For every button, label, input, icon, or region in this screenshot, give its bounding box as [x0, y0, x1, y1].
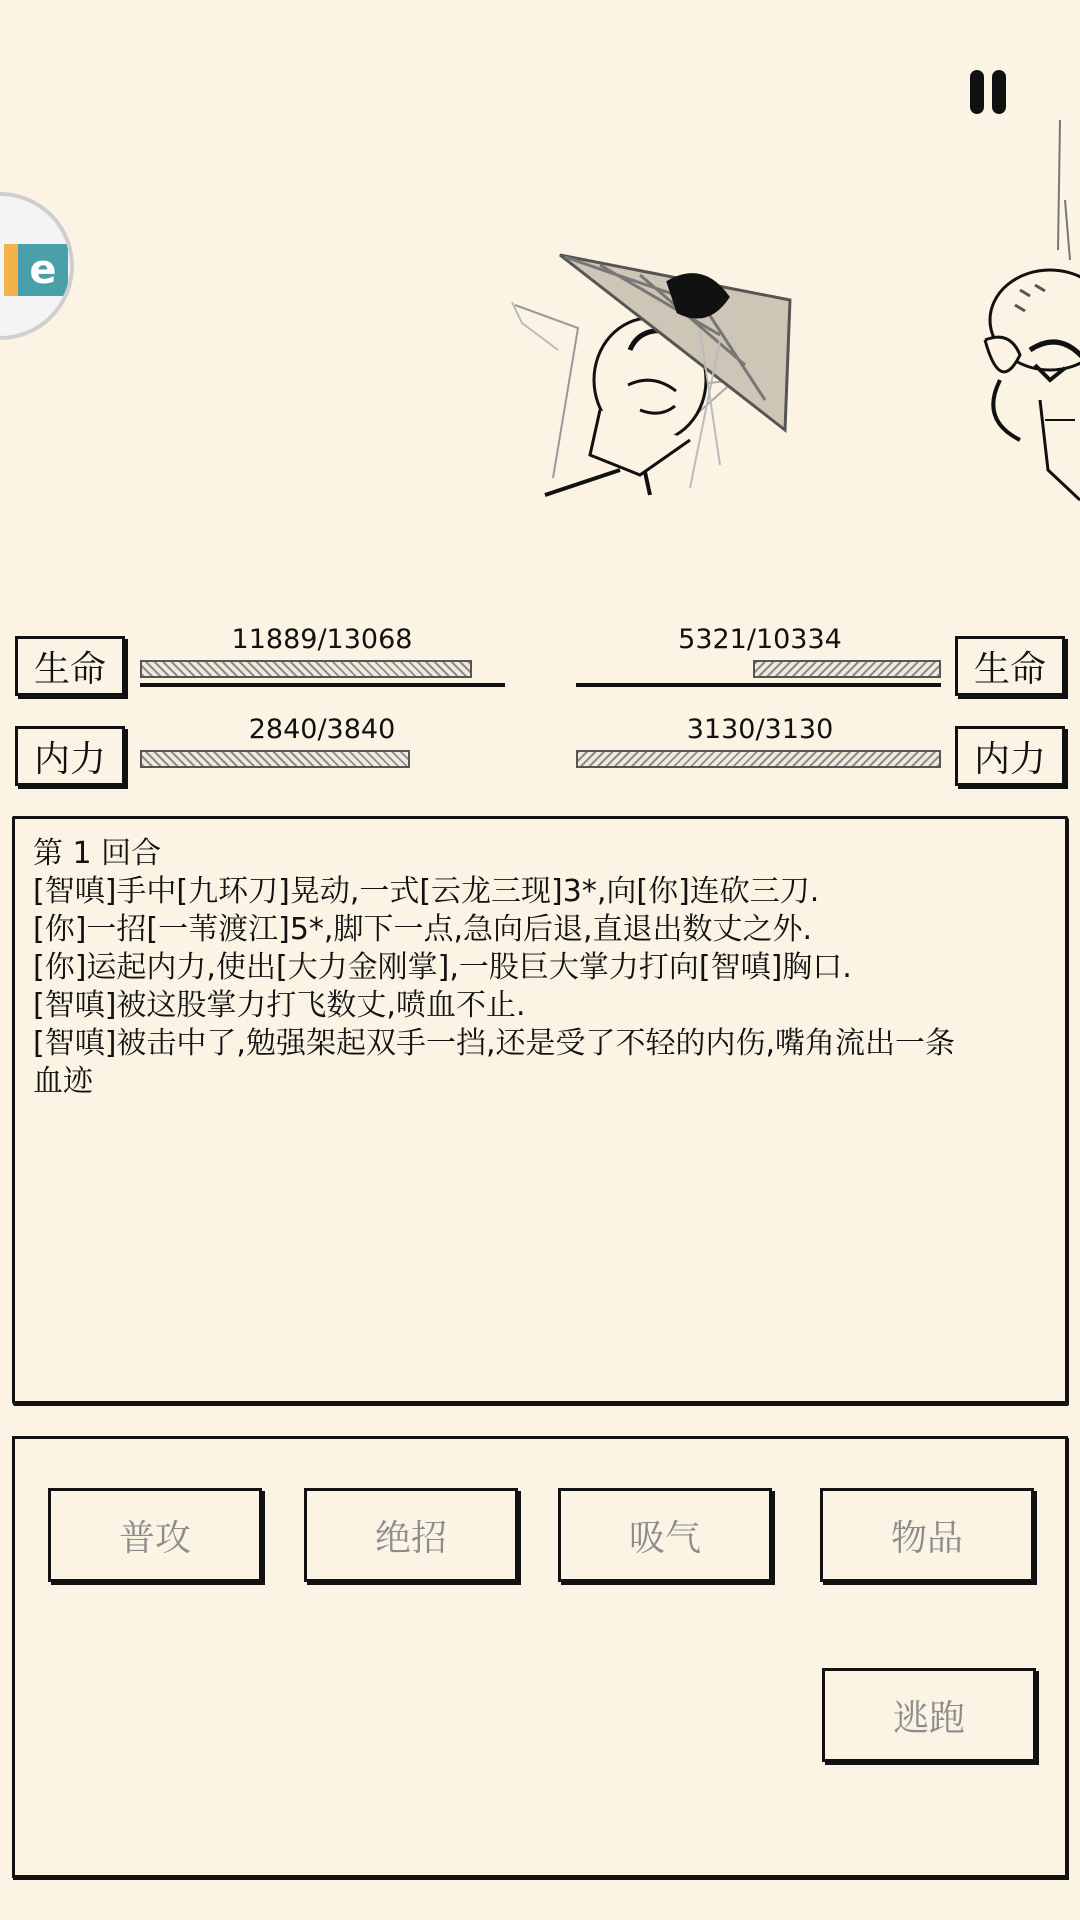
log-line: 第 1 回合 — [33, 836, 162, 871]
attack-button[interactable]: 普攻 — [48, 1488, 262, 1582]
log-line: [你]运起内力,使出[大力金刚掌],一股巨大掌力打向[智嗔]胸口. — [33, 950, 852, 985]
player-mp-label: 内力 — [15, 726, 125, 786]
enemy-hp-bar-fill — [753, 660, 941, 678]
player-hp-bar-track — [140, 683, 505, 687]
log-line: [智嗔]被这股掌力打飞数丈,喷血不止. — [33, 988, 526, 1023]
player-character — [512, 255, 790, 495]
enemy-hp-bar-track — [576, 683, 941, 687]
badge-letter: e — [18, 244, 68, 296]
player-mp-value: 2840/3840 — [248, 714, 396, 745]
battle-scene — [0, 0, 1080, 520]
log-line: [智嗔]手中[九环刀]晃动,一式[云龙三现]3*,向[你]连砍三刀. — [33, 874, 820, 909]
enemy-hp-value: 5321/10334 — [678, 624, 842, 655]
breathe-button[interactable]: 吸气 — [558, 1488, 772, 1582]
player-hp-bar-fill — [140, 660, 472, 678]
enemy-mp-value: 3130/3130 — [686, 714, 834, 745]
items-button[interactable]: 物品 — [820, 1488, 1034, 1582]
enemy-character — [985, 120, 1080, 500]
enemy-mp-bar-fill — [576, 750, 941, 768]
player-hp-value: 11889/13068 — [231, 624, 413, 655]
player-hp-label: 生命 — [15, 636, 125, 696]
player-mp-bar-fill — [140, 750, 410, 768]
log-line: [智嗔]被击中了,勉强架起双手一挡,还是受了不轻的内伤,嘴角流出一条 血迹 — [33, 1026, 956, 1099]
enemy-mp-label: 内力 — [955, 726, 1065, 786]
battle-log[interactable] — [12, 816, 1068, 1404]
ultimate-button[interactable]: 绝招 — [304, 1488, 518, 1582]
enemy-hp-label: 生命 — [955, 636, 1065, 696]
flee-button[interactable]: 逃跑 — [822, 1668, 1036, 1762]
log-line: [你]一招[一苇渡江]5*,脚下一点,急向后退,直退出数丈之外. — [33, 912, 813, 947]
